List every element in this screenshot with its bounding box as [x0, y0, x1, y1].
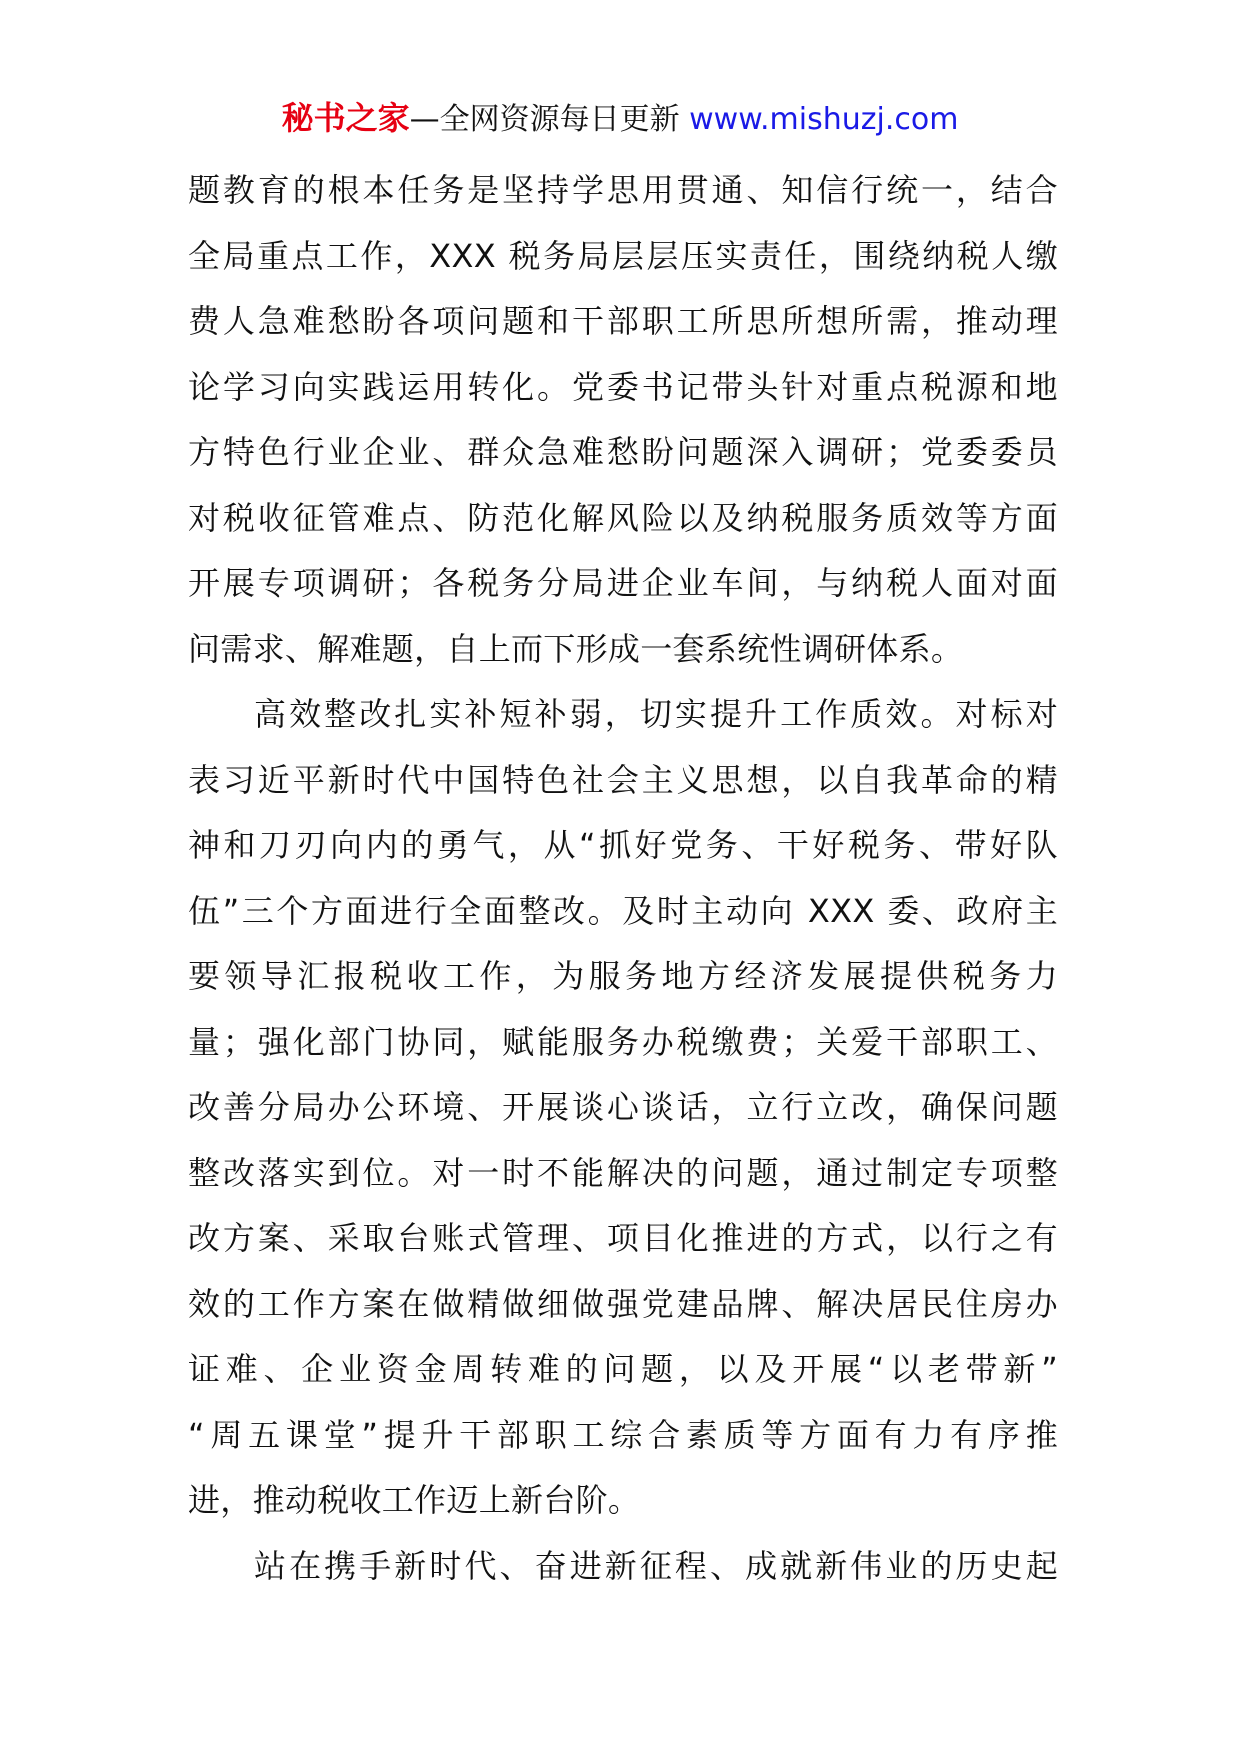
text-line: 高效整改扎实补短补弱，切实提升工作质效。对标对 — [254, 695, 1058, 733]
brand-name: 秘书之家 — [281, 99, 410, 137]
text-line: 表习近平新时代中国特色社会主义思想，以自我革命的精 — [188, 760, 1058, 799]
text-line: 题教育的根本任务是坚持学思用贯通、知信行统一，结合 — [188, 171, 1058, 209]
text-line: 开展专项调研；各税务分局进企业车间，与纳税人面对面 — [188, 564, 1058, 602]
text-line: 论学习向实践运用转化。党委书记带头针对重点税源和地 — [188, 367, 1058, 406]
text-line: 费人急难愁盼各项问题和干部职工所思所想所需，推动理 — [188, 302, 1058, 340]
document-body — [188, 158, 1058, 1599]
text-line: 整改落实到位。对一时不能解决的问题，通过制定专项整 — [188, 1153, 1058, 1192]
text-line: “周五课堂”提升干部职工综合素质等方面有力有序推 — [188, 1415, 1058, 1454]
text-line: 站在携手新时代、奋进新征程、成就新伟业的历史起 — [254, 1546, 1058, 1585]
text-line: 全局重点工作，XXX 税务局层层压实责任，围绕纳税人缴 — [188, 236, 1058, 275]
text-line: 进，推动税收工作迈上新台阶。 — [188, 1481, 641, 1519]
text-line: 问需求、解难题，自上而下形成一套系统性调研体系。 — [188, 629, 964, 668]
text-line: 改方案、采取台账式管理、项目化推进的方式，以行之有 — [188, 1219, 1058, 1257]
text-line: 证难、企业资金周转难的问题，以及开展“以老带新” — [188, 1350, 1058, 1388]
text-line: 对税收征管难点、防范化解风险以及纳税服务质效等方面 — [188, 498, 1058, 537]
text-line: 效的工作方案在做精做细做强党建品牌、解决居民住房办 — [188, 1284, 1058, 1323]
text-line: 伍”三个方面进行全面整改。及时主动向 XXX 委、政府主 — [188, 891, 1058, 930]
text-line: 改善分局办公环境、开展谈心谈话，立行立改，确保问题 — [188, 1088, 1058, 1126]
text-line: 方特色行业企业、群众急难愁盼问题深入调研；党委委员 — [188, 433, 1058, 471]
site-header — [0, 98, 1240, 140]
text-line: 量；强化部门协同，赋能服务办税缴费；关爱干部职工、 — [188, 1022, 1058, 1061]
text-line: 神和刀刃向内的勇气，从“抓好党务、干好税务、带好队 — [188, 826, 1058, 864]
text-line: 要领导汇报税收工作，为服务地方经济发展提供税务力 — [188, 957, 1058, 995]
header-tagline: —全网资源每日更新 — [409, 102, 690, 137]
site-url-link[interactable]: www.mishuzj.com — [689, 102, 959, 137]
